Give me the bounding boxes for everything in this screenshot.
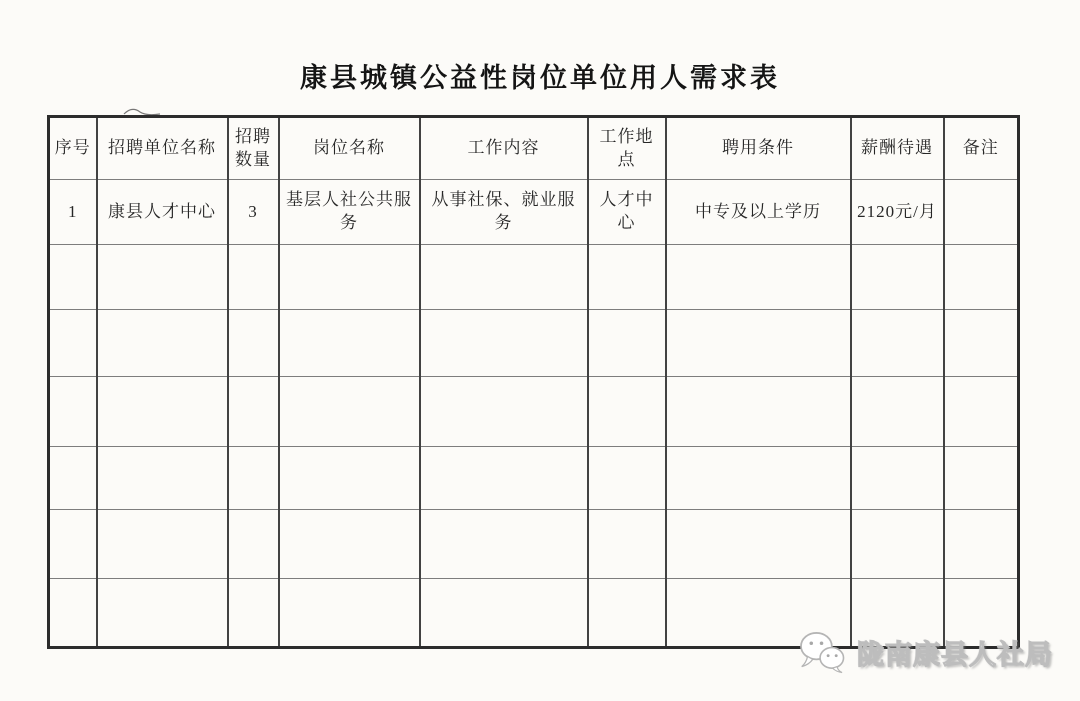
table-cell <box>666 310 851 377</box>
table-cell <box>279 310 420 377</box>
table-cell <box>49 310 97 377</box>
wechat-icon <box>798 630 848 674</box>
table-cell <box>279 510 420 579</box>
table-cell <box>97 447 228 510</box>
table-row <box>49 447 1019 510</box>
table-row <box>49 310 1019 377</box>
table-row <box>49 377 1019 447</box>
table-cell <box>97 377 228 447</box>
watermark <box>798 630 1053 674</box>
table-cell: 人才中心 <box>588 180 666 245</box>
table-cell <box>279 447 420 510</box>
table-row <box>49 510 1019 579</box>
table-cell: 从事社保、就业服务 <box>420 180 588 245</box>
table-cell <box>420 579 588 648</box>
table-cell <box>588 377 666 447</box>
col-header-0: 序号 <box>49 117 97 180</box>
table-cell <box>97 510 228 579</box>
table-cell <box>851 447 944 510</box>
table-cell: 1 <box>49 180 97 245</box>
table-cell <box>228 245 279 310</box>
table-row <box>49 180 1019 245</box>
table-cell <box>588 447 666 510</box>
table-cell <box>228 447 279 510</box>
table-cell <box>851 377 944 447</box>
table-cell <box>420 510 588 579</box>
table-cell <box>228 510 279 579</box>
table-cell <box>228 310 279 377</box>
table-cell <box>944 510 1019 579</box>
col-header-2: 招聘数量 <box>228 117 279 180</box>
page-title: 康县城镇公益性岗位单位用人需求表 <box>300 63 780 93</box>
table-cell: 中专及以上学历 <box>666 180 851 245</box>
table-cell <box>228 579 279 648</box>
table-cell <box>49 510 97 579</box>
col-header-4: 工作内容 <box>420 117 588 180</box>
table-cell <box>944 377 1019 447</box>
col-header-7: 薪酬待遇 <box>851 117 944 180</box>
watermark-text: 陇南康县人社局 <box>857 639 1053 670</box>
table-cell <box>97 310 228 377</box>
table-cell <box>49 447 97 510</box>
table-cell <box>97 245 228 310</box>
table-cell <box>49 377 97 447</box>
table-cell <box>588 310 666 377</box>
demand-table <box>47 115 1020 649</box>
col-header-3: 岗位名称 <box>279 117 420 180</box>
table-cell: 基层人社公共服务 <box>279 180 420 245</box>
table-cell <box>420 245 588 310</box>
table-cell <box>97 579 228 648</box>
table-cell: 2120元/月 <box>851 180 944 245</box>
table-cell <box>49 579 97 648</box>
table-cell <box>588 579 666 648</box>
table-cell <box>666 377 851 447</box>
table-cell <box>228 377 279 447</box>
table-cell <box>944 245 1019 310</box>
table-cell <box>851 245 944 310</box>
table-header-row <box>49 117 1019 180</box>
table-cell <box>666 245 851 310</box>
table-cell <box>420 310 588 377</box>
table-cell <box>279 245 420 310</box>
col-header-6: 聘用条件 <box>666 117 851 180</box>
table-cell <box>944 180 1019 245</box>
table-cell <box>420 447 588 510</box>
table-cell <box>944 447 1019 510</box>
table-cell: 3 <box>228 180 279 245</box>
table-cell <box>851 310 944 377</box>
table-cell <box>49 245 97 310</box>
col-header-5: 工作地点 <box>588 117 666 180</box>
table-cell <box>851 510 944 579</box>
table-cell <box>279 377 420 447</box>
table-cell <box>944 310 1019 377</box>
table-row <box>49 245 1019 310</box>
col-header-1: 招聘单位名称 <box>97 117 228 180</box>
table-cell <box>279 579 420 648</box>
table-cell <box>666 510 851 579</box>
table-cell <box>666 447 851 510</box>
table-cell <box>588 245 666 310</box>
table-cell: 康县人才中心 <box>97 180 228 245</box>
col-header-8: 备注 <box>944 117 1019 180</box>
table-cell <box>420 377 588 447</box>
table-cell <box>588 510 666 579</box>
